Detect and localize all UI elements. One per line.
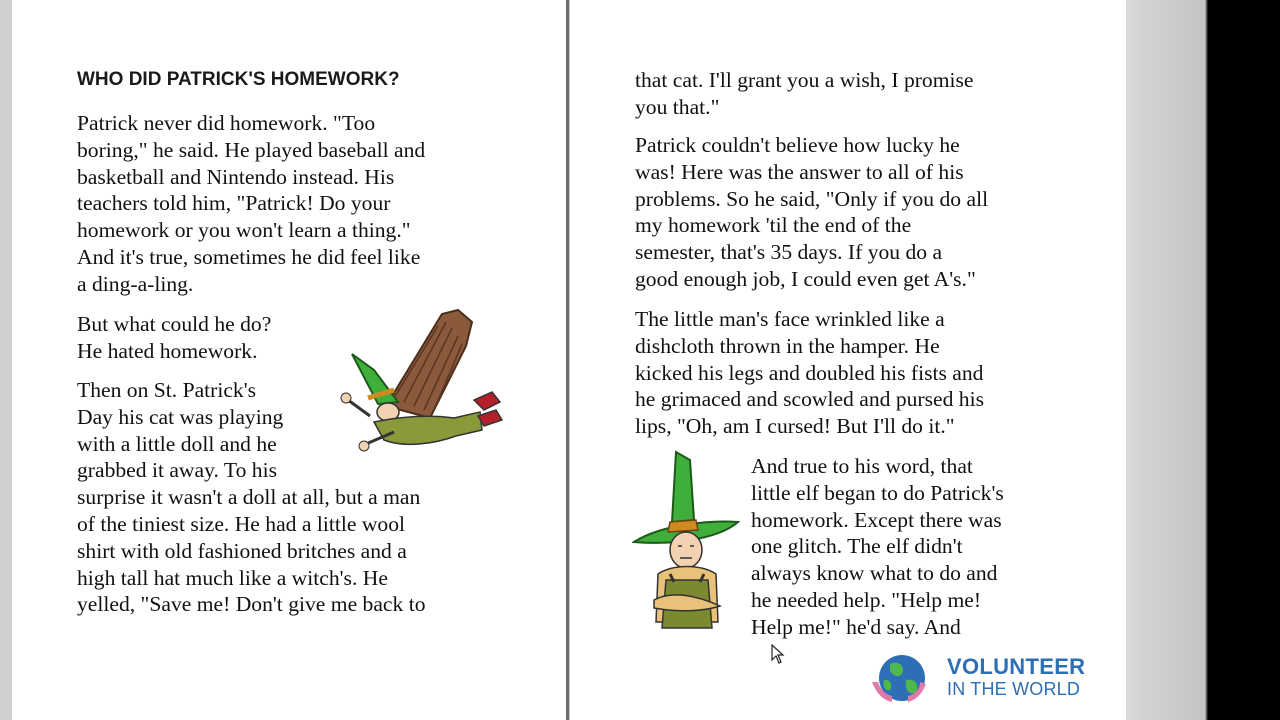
- mouse-cursor-icon: [771, 644, 785, 664]
- text-line: lips, "Oh, am I cursed! But I'll do it.": [635, 414, 955, 439]
- flying-elf-illustration: [334, 306, 504, 456]
- right-page: [569, 0, 1126, 720]
- text-line: homework or you won't learn a thing.": [77, 218, 411, 243]
- text-line: homework. Except there was: [751, 507, 1002, 532]
- text-line: my homework 'til the end of the: [635, 213, 912, 238]
- text-line: Then on St. Patrick's: [77, 378, 257, 402]
- text-line: And it's true, sometimes he did feel like: [77, 244, 421, 269]
- text-line: one glitch. The elf didn't: [751, 534, 963, 559]
- text-line: you that.": [635, 94, 720, 119]
- text-line: shirt with old fashioned britches and a: [77, 538, 407, 563]
- left-paragraph-2: [77, 311, 271, 365]
- text-line: of the tiniest size. He had a little wool: [77, 511, 406, 536]
- text-line: problems. So he said, "Only if you do all: [635, 186, 989, 211]
- text-line: that cat. I'll grant you a wish, I promise: [635, 68, 974, 92]
- logo-text-in-the-world: IN THE WORLD: [947, 679, 1081, 699]
- text-line: he needed help. "Help me!: [751, 587, 982, 612]
- volunteer-in-the-world-logo: [865, 648, 1085, 708]
- text-line: always know what to do and: [751, 561, 998, 586]
- right-paragraph-4: [751, 453, 1004, 641]
- left-page: [12, 0, 567, 720]
- text-line: high tall hat much like a witch's. He: [77, 565, 388, 590]
- text-line: teachers told him, "Patrick! Do your: [77, 191, 391, 216]
- text-line: Help me!" he'd say. And: [751, 614, 961, 639]
- globe-hands-icon: [870, 652, 928, 704]
- left-background-strip: [0, 0, 12, 720]
- standing-elf-illustration: [632, 450, 742, 635]
- text-line: And true to his word, that: [751, 454, 973, 478]
- right-paragraph-3: [635, 306, 984, 440]
- text-line: a ding-a-ling.: [77, 271, 194, 296]
- text-line: The little man's face wrinkled like a: [635, 307, 945, 331]
- logo-text-volunteer: VOLUNTEER: [947, 654, 1086, 679]
- text-line: little elf began to do Patrick's: [751, 480, 1004, 505]
- text-line: Day his cat was playing: [77, 404, 284, 429]
- text-line: Patrick couldn't believe how lucky he: [635, 133, 960, 157]
- text-line: yelled, "Save me! Don't give me back to: [77, 592, 426, 617]
- text-line: boring," he said. He played baseball and: [77, 137, 426, 162]
- left-paragraph-1: [77, 110, 425, 298]
- text-line: grabbed it away. To his: [77, 458, 277, 483]
- right-paragraph-2: [635, 132, 988, 293]
- text-line: good enough job, I could even get A's.": [635, 266, 976, 291]
- story-title: WHO DID PATRICK'S HOMEWORK?: [77, 69, 400, 90]
- text-line: But what could he do?: [77, 312, 272, 336]
- text-line: He hated homework.: [77, 338, 258, 363]
- text-line: he grimaced and scowled and pursed his: [635, 387, 984, 412]
- text-line: basketball and Nintendo instead. His: [77, 164, 395, 189]
- text-line: kicked his legs and doubled his fists and: [635, 360, 984, 385]
- text-line: dishcloth thrown in the hamper. He: [635, 333, 940, 358]
- text-line: Patrick never did homework. "Too: [77, 111, 376, 135]
- text-line: surprise it wasn't a doll at all, but a man: [77, 485, 421, 510]
- right-paragraph-1: [635, 67, 974, 121]
- text-line: was! Here was the answer to all of his: [635, 159, 964, 184]
- text-line: with a little doll and he: [77, 431, 277, 456]
- text-line: semester, that's 35 days. If you do a: [635, 240, 943, 265]
